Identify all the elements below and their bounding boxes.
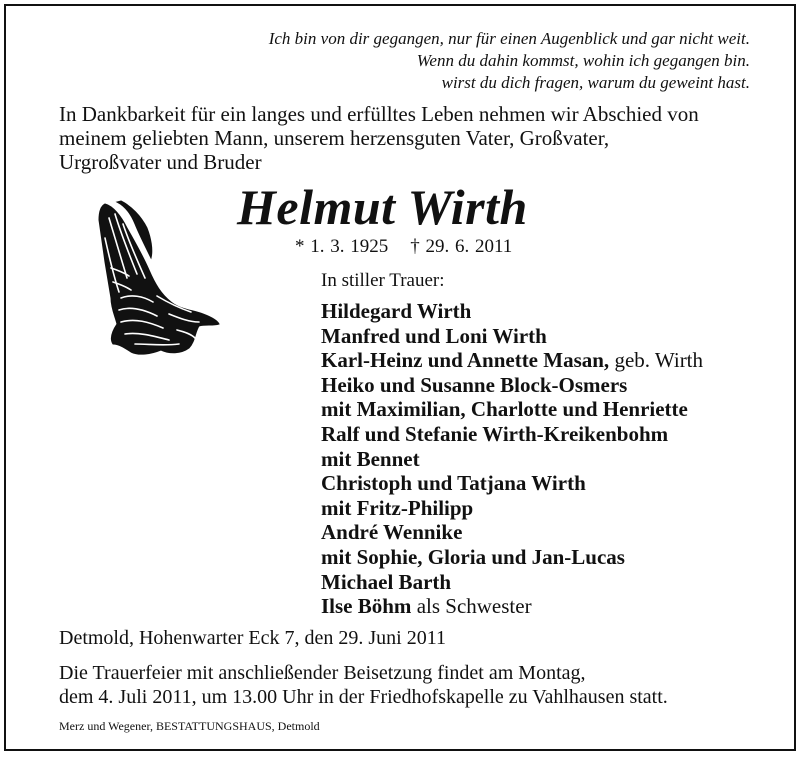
mourner-entry — [321, 422, 703, 447]
obituary-notice — [4, 4, 796, 751]
mourner-entry — [321, 324, 703, 349]
mourner-name: Ralf und Stefanie Wirth-Kreikenbohm — [321, 421, 669, 446]
intro-line: meinem geliebten Mann, unserem herzensguten Vater, Großvater, — [59, 126, 610, 150]
intro-line: Urgroßvater und Bruder — [59, 150, 262, 174]
mourner-note: als Schwester — [411, 594, 532, 619]
quote-line: wirst du dich fragen, warum du geweint hast. — [441, 73, 750, 92]
deceased-name: Helmut Wirth — [237, 179, 528, 235]
mourners-list — [321, 299, 703, 619]
mourners-heading: In stiller Trauer: — [321, 270, 445, 291]
quote-line: Wenn du dahin kommst, wohin ich gegangen bin. — [416, 51, 750, 70]
mourner-name: mit Sophie, Gloria und Jan-Lucas — [321, 544, 625, 569]
mourner-entry — [321, 397, 703, 422]
funeral-info — [59, 661, 779, 709]
mourner-entry — [321, 373, 703, 398]
mourner-name: Ilse Böhm — [321, 594, 412, 619]
mourner-name: Hildegard Wirth — [321, 299, 472, 323]
mourner-entry — [321, 520, 703, 545]
mourner-name: Heiko und Susanne Block-Osmers — [321, 372, 628, 397]
mourner-entry — [321, 299, 703, 324]
funeral-line: Die Trauerfeier mit anschließender Beisetzung findet am Montag, — [59, 662, 586, 684]
life-dates — [295, 235, 512, 259]
quote-line: Ich bin von dir gegangen, nur für einen Augenblick und gar nicht weit. — [268, 29, 750, 48]
mourner-name: mit Fritz-Philipp — [321, 495, 474, 520]
mourner-entry — [321, 545, 703, 570]
mourner-name: mit Bennet — [321, 446, 420, 471]
undertaker-credit: Merz und Wegener, BESTATTUNGSHAUS, Detmold — [59, 719, 320, 733]
quote-block — [269, 28, 750, 94]
mourner-entry — [321, 447, 703, 472]
mourner-name: mit Maximilian, Charlotte und Henriette — [321, 397, 688, 422]
intro-line: In Dankbarkeit für ein langes und erfülltes Leben nehmen wir Abschied von — [59, 102, 699, 126]
intro-text — [59, 102, 759, 174]
mourner-entry — [321, 471, 703, 496]
mourner-entry — [321, 570, 703, 595]
praying-hands-icon — [91, 198, 221, 358]
death-date: † 29. 6. 2011 — [410, 236, 513, 257]
birth-date: * 1. 3. 1925 — [295, 236, 389, 257]
mourner-name: André Wennike — [321, 520, 463, 545]
mourner-name: Michael Barth — [321, 569, 452, 594]
mourner-note: geb. Wirth — [609, 348, 704, 373]
place-date: Detmold, Hohenwarter Eck 7, den 29. Juni 2011 — [59, 627, 446, 649]
mourner-entry — [321, 348, 703, 373]
mourner-name: Karl-Heinz und Annette Masan, — [321, 348, 610, 373]
mourner-entry — [321, 594, 703, 619]
funeral-line: dem 4. Juli 2011, um 13.00 Uhr in der Friedhofskapelle zu Vahlhausen statt. — [59, 686, 668, 708]
mourner-name: Manfred und Loni Wirth — [321, 323, 547, 348]
mourner-entry — [321, 496, 703, 521]
mourner-name: Christoph und Tatjana Wirth — [321, 471, 586, 496]
